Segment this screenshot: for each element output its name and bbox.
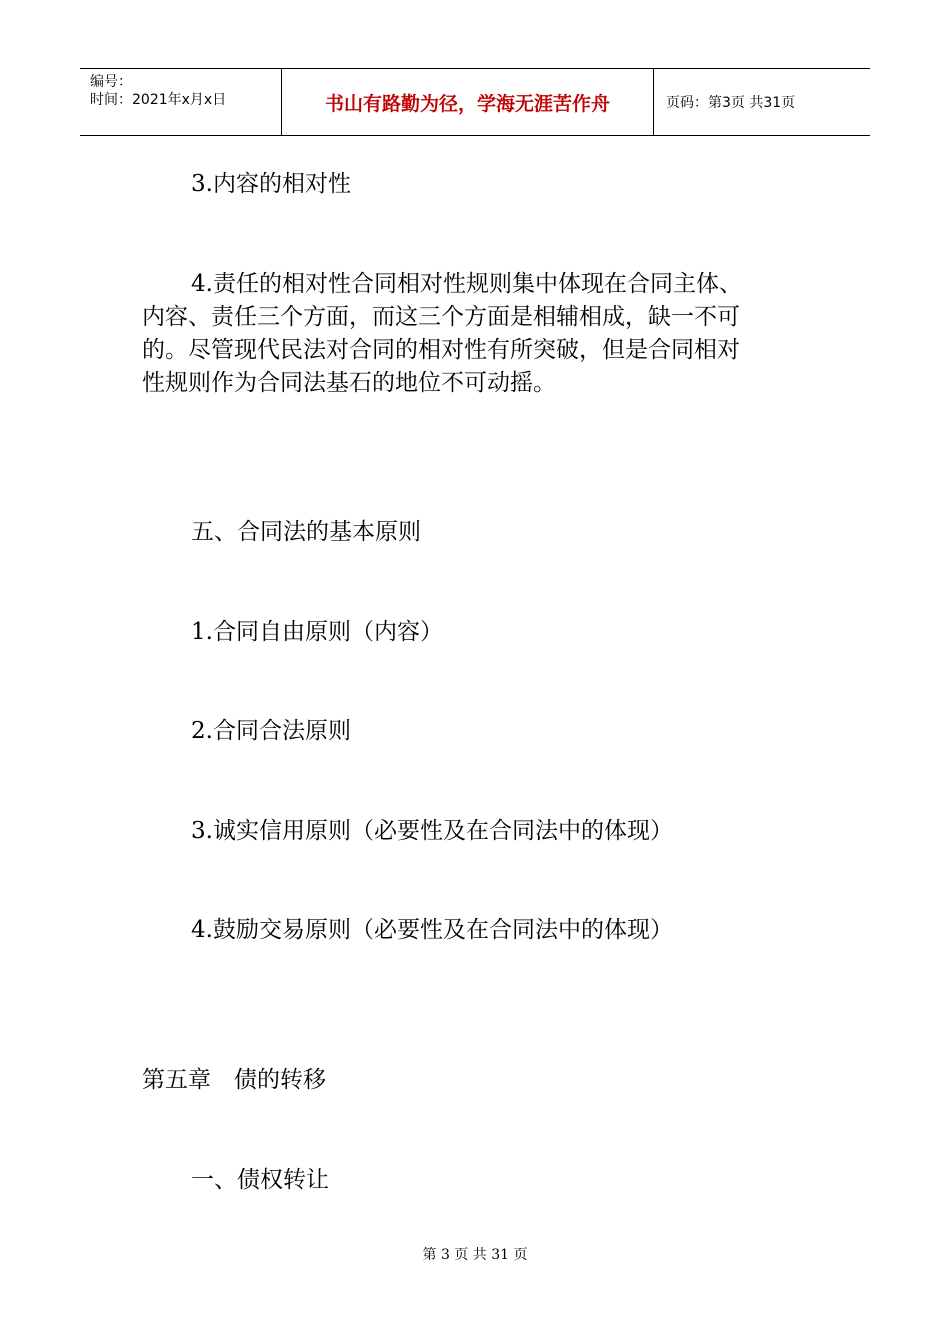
page-header: [80, 68, 870, 136]
doc-number-label: 编号：: [90, 74, 132, 90]
header-motto: 书山有路勤为径，学海无涯苦作舟: [282, 69, 654, 135]
list-item-encourage-trade-principle: 4.鼓励交易原则（必要性及在合同法中的体现）: [191, 917, 673, 943]
section-heading-basic-principles: 五、合同法的基本原则: [191, 519, 421, 545]
paragraph-liability-relativity: [142, 268, 812, 400]
paragraph-line: 的。尽管现代民法对合同的相对性有所突破，但是合同相对: [142, 337, 740, 363]
list-item-good-faith-principle: 3.诚实信用原则（必要性及在合同法中的体现）: [191, 818, 673, 844]
paragraph-line: 4.责任的相对性合同相对性规则集中体现在合同主体、: [191, 271, 742, 297]
list-item-freedom-principle: 1.合同自由原则（内容）: [191, 619, 443, 645]
list-item-legality-principle: 2.合同合法原则: [191, 718, 351, 744]
header-meta-cell: [80, 69, 282, 135]
page-footer: 第 3 页 共 31 页: [422, 1247, 528, 1263]
section-heading-assignment: 一、债权转让: [191, 1167, 329, 1193]
date-label: 时间：2021年x月x日: [90, 92, 227, 108]
paragraph-content-relativity: 3.内容的相对性: [191, 171, 351, 197]
paragraph-line: 性规则作为合同法基石的地位不可动摇。: [142, 370, 556, 396]
paragraph-line: 内容、责任三个方面，而这三个方面是相辅相成，缺一不可: [142, 304, 740, 330]
header-page-info: 页码：第3页 共31页: [666, 95, 796, 111]
chapter-heading: 第五章 债的转移: [142, 1067, 326, 1093]
